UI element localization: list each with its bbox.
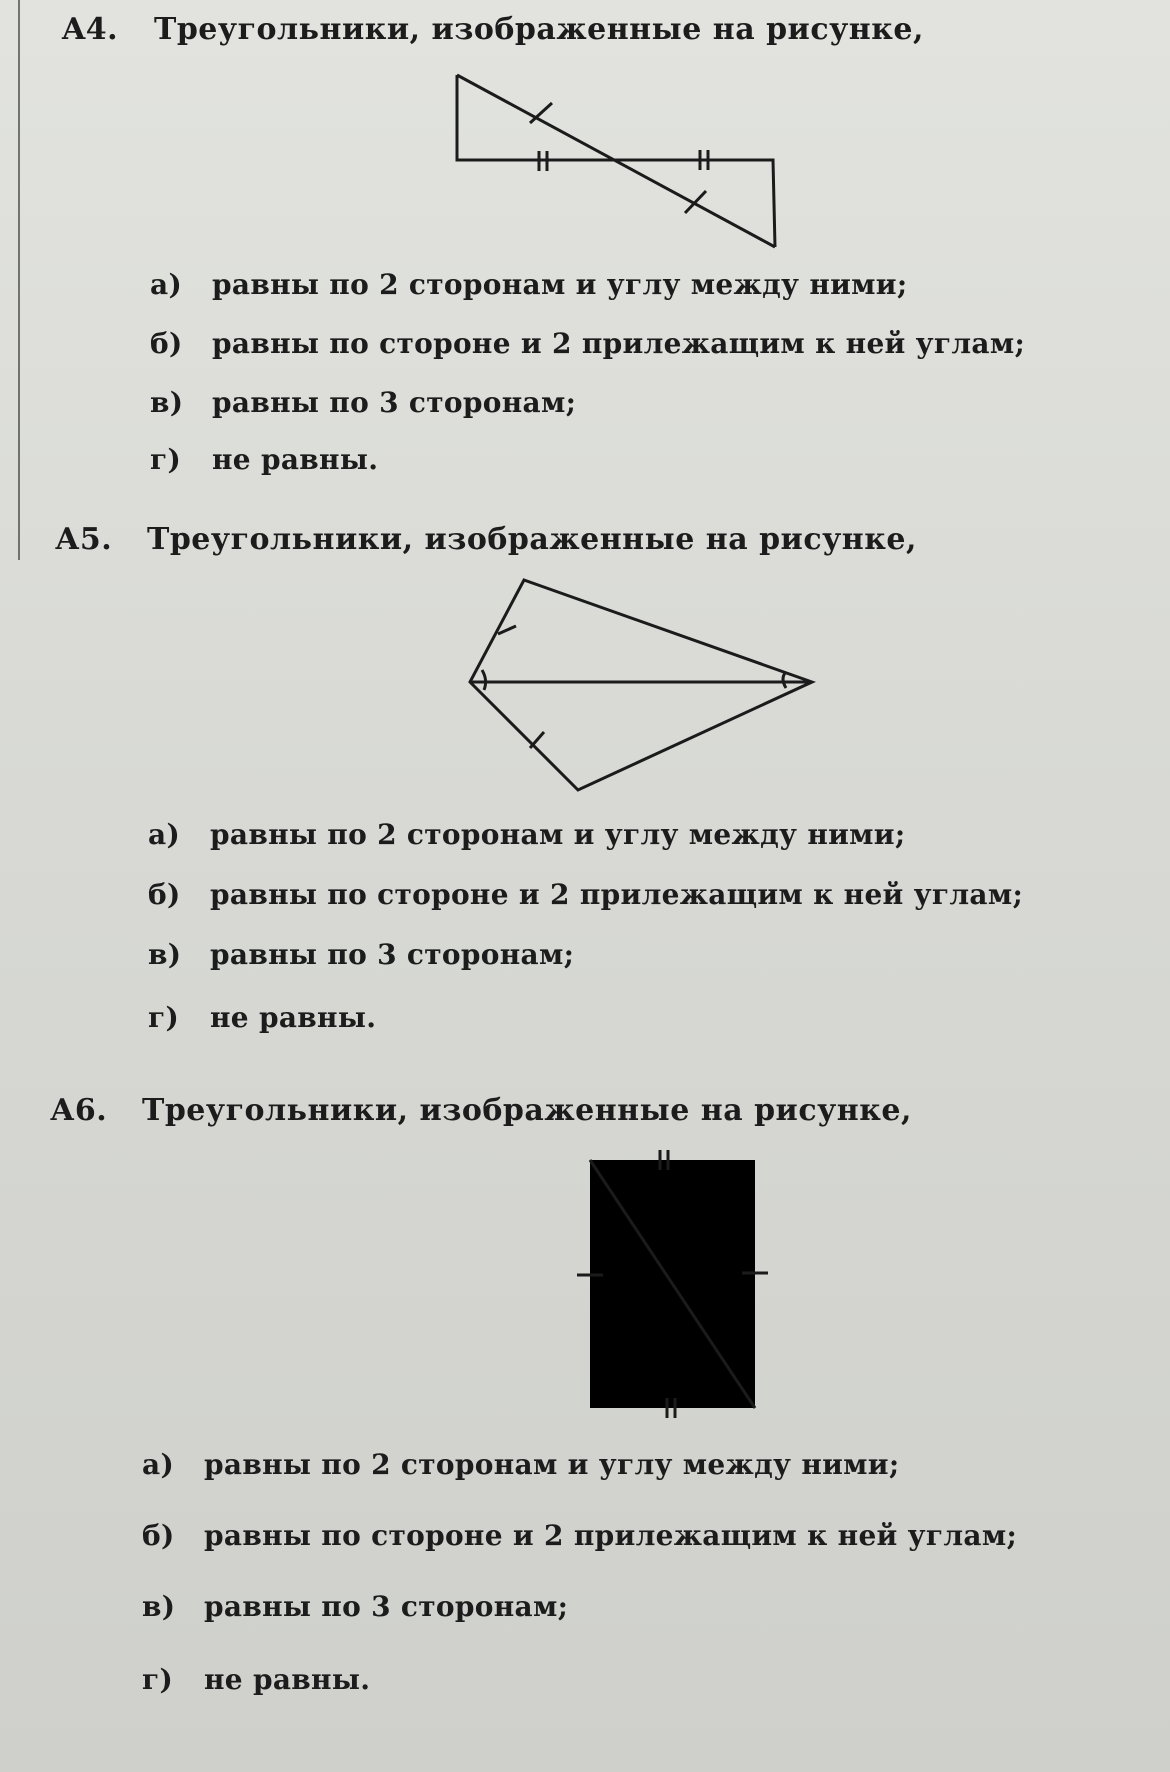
a5-quadrilateral: [470, 580, 812, 790]
task-a5-option-c[interactable]: в) равны по 3 сторонам;: [148, 938, 575, 971]
task-a6-option-a[interactable]: а) равны по 2 сторонам и углу между ними;: [142, 1448, 900, 1481]
task-a5-heading: [55, 522, 917, 557]
task-a4-option-a[interactable]: а) равны по 2 сторонам и углу между ними;: [150, 268, 908, 301]
task-a4-option-b[interactable]: б) равны по стороне и 2 прилежащим к ней углам;: [150, 327, 1026, 360]
task-a6-option-b[interactable]: б) равны по стороне и 2 прилежащим к ней углам;: [142, 1519, 1018, 1552]
task-a6-figure: [575, 1145, 775, 1415]
a5-tick-lower: [530, 732, 544, 748]
a5-angle-left: [482, 670, 486, 690]
margin-rule: [18, 0, 20, 560]
task-a4-option-d[interactable]: г) не равны.: [150, 443, 379, 476]
task-a5-figure: [460, 570, 820, 800]
task-a6-question: Треугольники, изображенные на рисунке,: [142, 1093, 912, 1128]
task-a4-question: Треугольники, изображенные на рисунке,: [154, 12, 924, 47]
task-a4-option-c[interactable]: в) равны по 3 сторонам;: [150, 386, 577, 419]
task-a5-option-d[interactable]: г) не равны.: [148, 1001, 377, 1034]
task-a5-question: Треугольники, изображенные на рисунке,: [147, 522, 917, 557]
task-a5-option-b[interactable]: б) равны по стороне и 2 прилежащим к ней углам;: [148, 878, 1024, 911]
task-a6-heading: [50, 1093, 912, 1128]
task-a5-number: А5.: [55, 522, 113, 557]
task-a4-heading: [62, 12, 924, 47]
task-a6-number: А6.: [50, 1093, 108, 1128]
task-a4-figure: [455, 65, 795, 260]
a4-tick-lower: [685, 191, 706, 213]
task-a6-option-c[interactable]: в) равны по 3 сторонам;: [142, 1590, 569, 1623]
a5-angle-right: [783, 672, 786, 688]
task-a4-number: A4.: [62, 12, 119, 47]
task-a5-option-a[interactable]: а) равны по 2 сторонам и углу между ними;: [148, 818, 906, 851]
task-a6-option-d[interactable]: г) не равны.: [142, 1663, 371, 1696]
